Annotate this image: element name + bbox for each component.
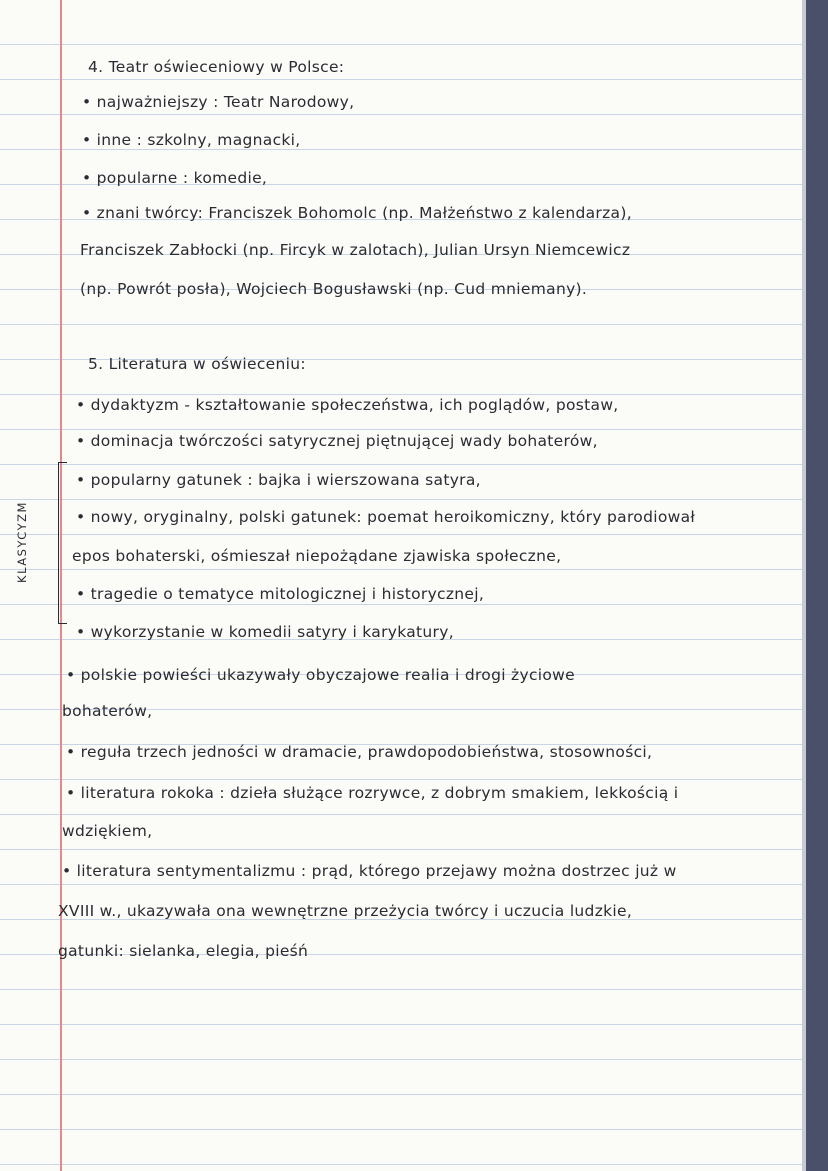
- section-5-line-3: • popularny gatunek : bajka i wierszowana satyra,: [76, 471, 481, 489]
- section-5-line-1: • dydaktyzm - kształtowanie społeczeństwa, ich poglądów, postaw,: [76, 396, 619, 414]
- section-4-line-6: (np. Powrót posła), Wojciech Bogusławski (np. Cud mniemany).: [80, 280, 588, 298]
- section-5-line-10: • reguła trzech jedności w dramacie, prawdopodobieństwa, stosowności,: [66, 743, 653, 761]
- section-5-line-15: gatunki: sielanka, elegia, pieśń: [58, 942, 309, 960]
- section-5-line-9: bohaterów,: [62, 702, 153, 720]
- section-5-line-6: • tragedie o tematyce mitologicznej i historycznej,: [76, 585, 485, 603]
- classicism-side-label: KLASYCYZM: [15, 501, 29, 583]
- section-5-line-13: • literatura sentymentalizmu : prąd, którego przejawy można dostrzec już w: [62, 862, 677, 880]
- page-edge: [806, 0, 828, 1171]
- classicism-bracket: [58, 462, 67, 624]
- section-4-line-2: • inne : szkolny, magnacki,: [82, 131, 301, 149]
- section-5-line-4: • nowy, oryginalny, polski gatunek: poemat heroikomiczny, który parodiował: [76, 508, 696, 526]
- section-4-line-4: • znani twórcy: Franciszek Bohomolc (np. Małżeństwo z kalendarza),: [82, 204, 632, 222]
- section-5-line-2: • dominacja twórczości satyrycznej piętnującej wady bohaterów,: [76, 432, 598, 450]
- section-4-heading: 4. Teatr oświeceniowy w Polsce:: [88, 58, 345, 76]
- section-5-line-8: • polskie powieści ukazywały obyczajowe realia i drogi życiowe: [66, 666, 575, 684]
- section-5-line-7: • wykorzystanie w komedii satyry i karykatury,: [76, 623, 454, 641]
- section-5-line-12: wdziękiem,: [62, 822, 153, 840]
- section-4-line-1: • najważniejszy : Teatr Narodowy,: [82, 93, 355, 111]
- section-5-line-14: XVIII w., ukazywała ona wewnętrzne przeżycia twórcy i uczucia ludzkie,: [58, 902, 633, 920]
- section-4-line-3: • popularne : komedie,: [82, 169, 268, 187]
- section-5-heading: 5. Literatura w oświeceniu:: [88, 355, 306, 373]
- section-4-line-5: Franciszek Zabłocki (np. Fircyk w zalotach), Julian Ursyn Niemcewicz: [80, 241, 631, 259]
- section-5-line-11: • literatura rokoka : dzieła służące rozrywce, z dobrym smakiem, lekkością i: [66, 784, 679, 802]
- section-5-line-5: epos bohaterski, ośmieszał niepożądane zjawiska społeczne,: [72, 547, 562, 565]
